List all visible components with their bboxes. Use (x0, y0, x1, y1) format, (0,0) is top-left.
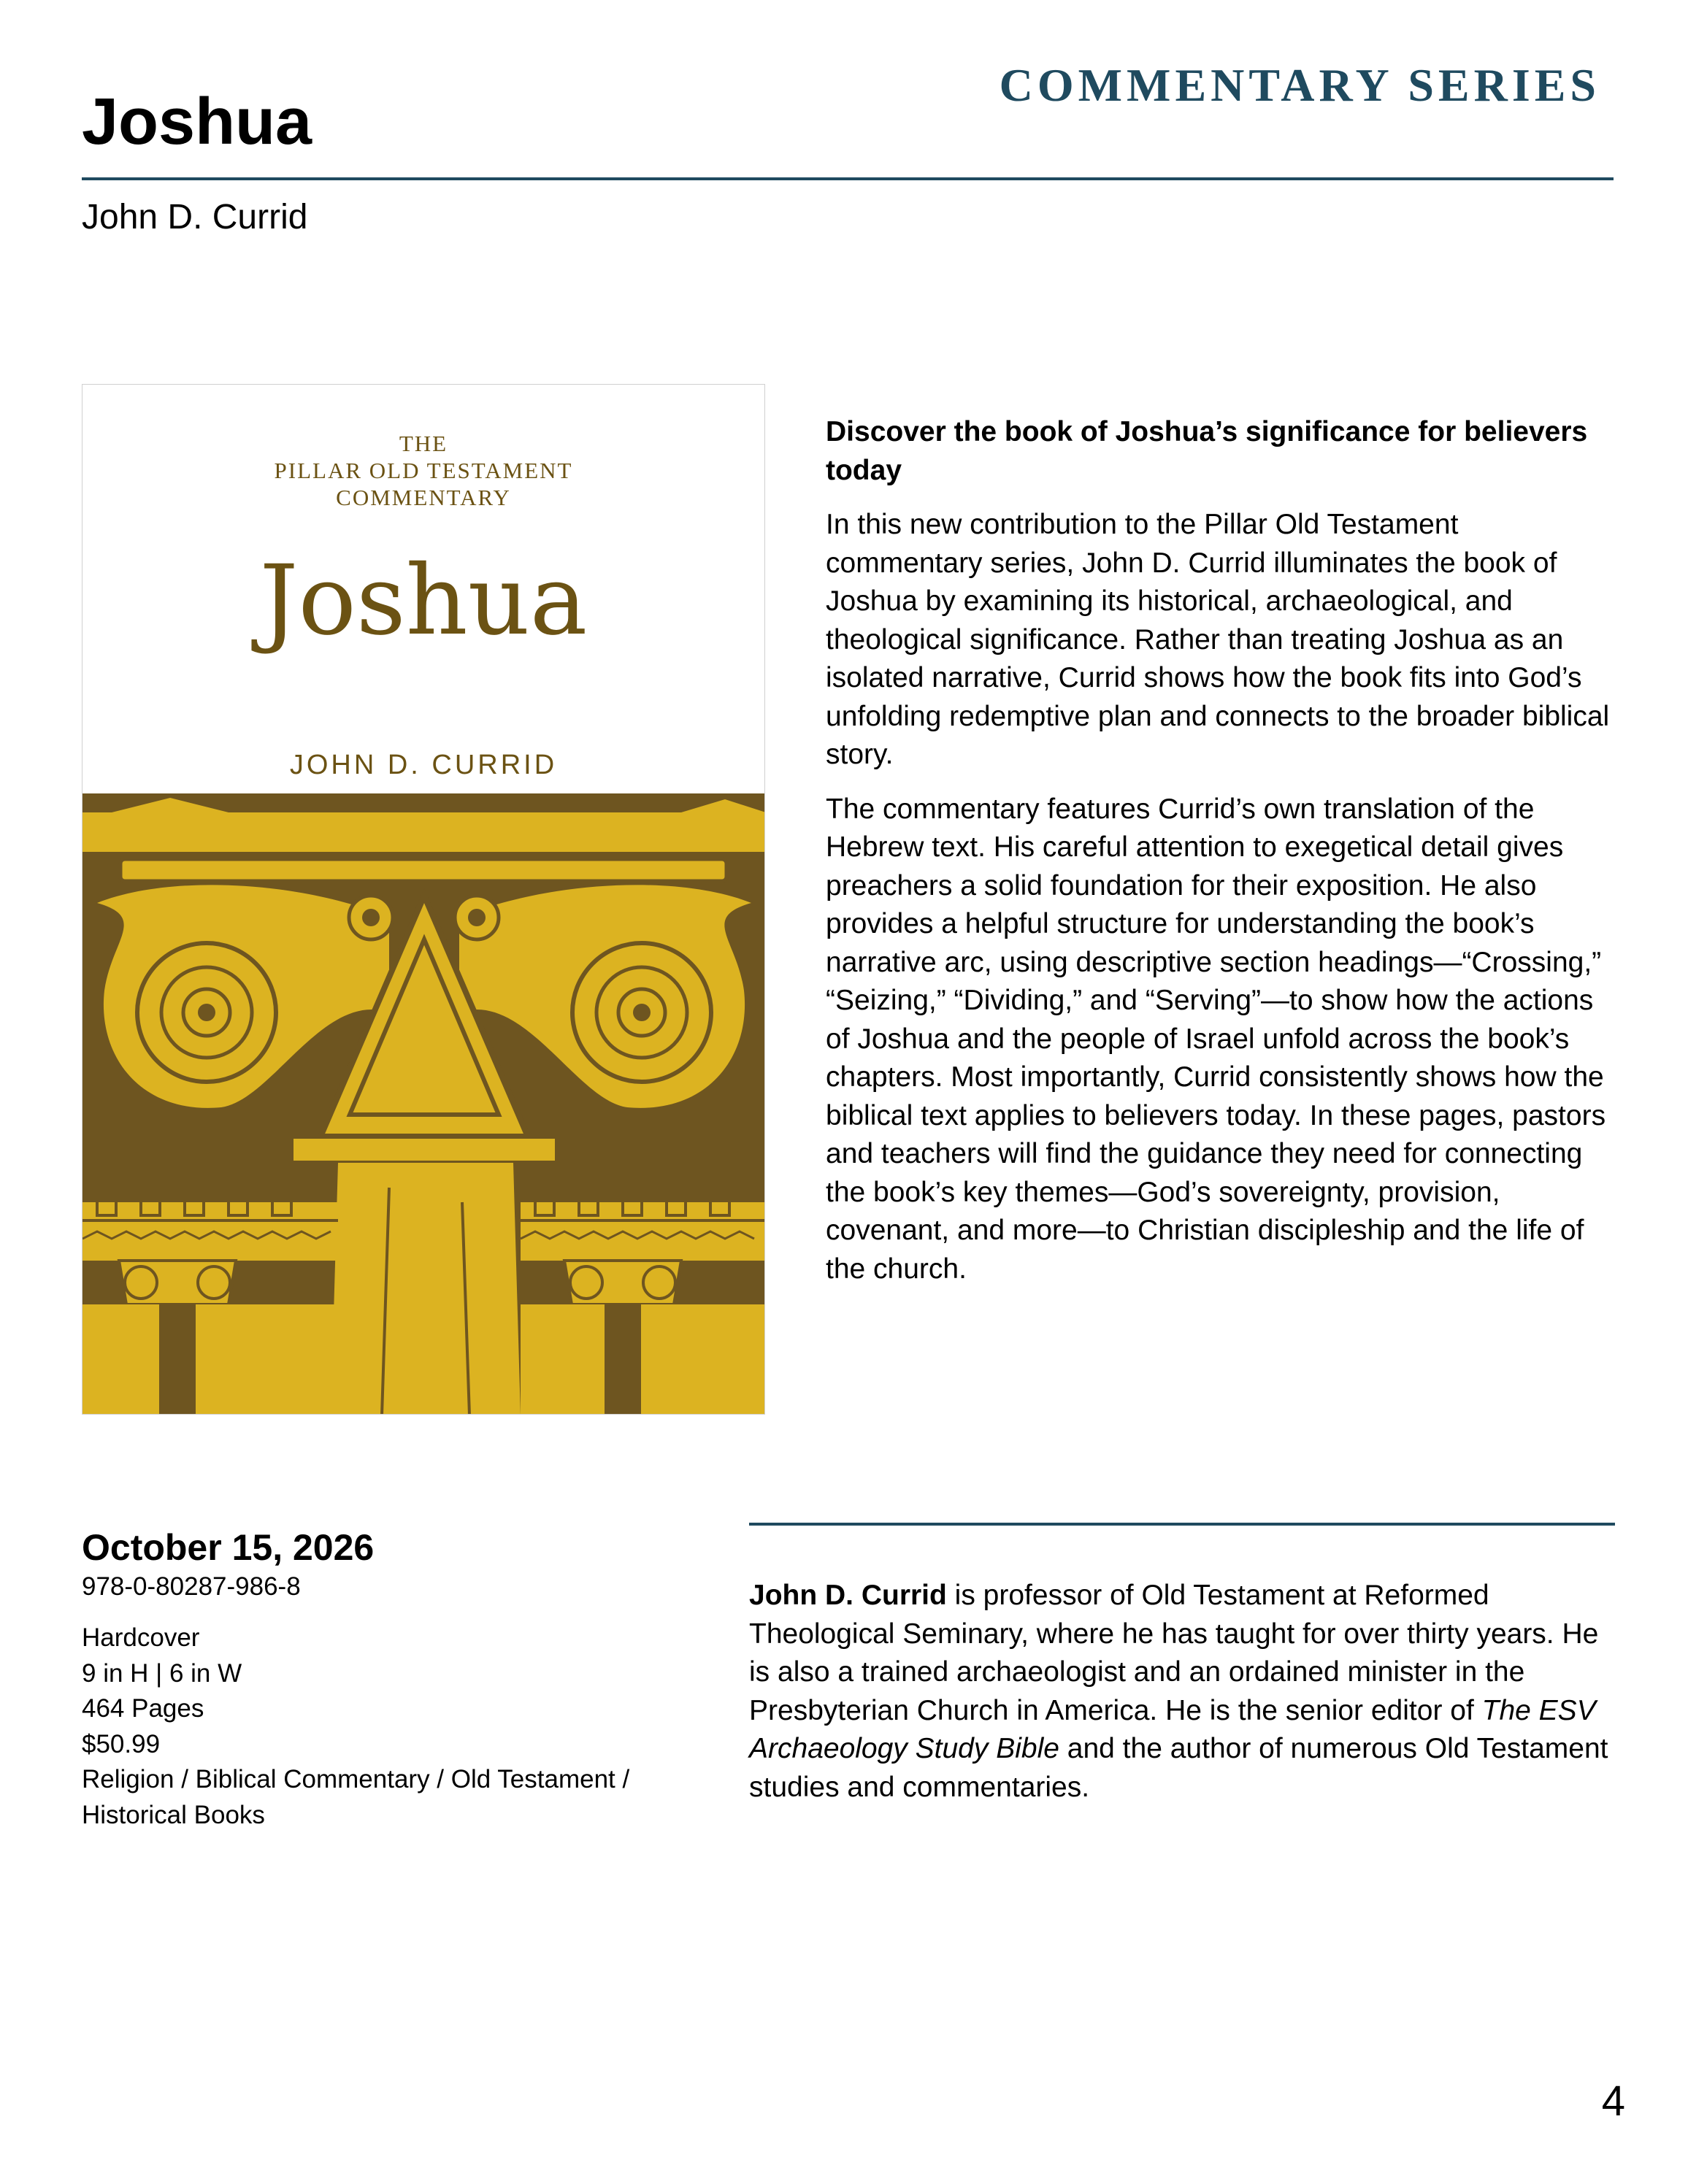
bio-book-title: The ESV Archaeology Study Bible (749, 1694, 1596, 1764)
publication-date: October 15, 2026 (82, 1527, 375, 1568)
page-number: 4 (1601, 2077, 1625, 2125)
price: $50.99 (82, 1729, 161, 1758)
category: Religion / Biblical Commentary / Old Testament / (82, 1765, 630, 1793)
ionic-column-illustration (83, 793, 765, 1415)
isbn: 978-0-80287-986-8 (82, 1572, 301, 1601)
description-paragraph: The commentary features Currid’s own translation of the Hebrew text. His careful attention to exegetical detail gives preachers a solid foundation for their exposition. He also provides a helpful structure for understanding the book’s narrative arc, using descriptive section headings—“Crossing,” “Seizing,” “Dividing,” and “Serving”—to show how the actions of Joshua and the people of Israel unfold across the book’s chapters. Most importantly, Currid consistently shows how the biblical text applies to believers today. In these pages, pastors and teachers will find the guidance they need for connecting the book’s key themes—God’s sovereignty, provision, covenant, and more—to Christian discipleship and the life of the church. (826, 793, 1606, 1285)
book-cover (82, 384, 765, 1415)
page-title: Joshua (82, 85, 312, 158)
bio-text: is professor of Old Testament at Reformed Theological Seminary, where he has taught for over thirty years. He is also a trained archaeologist and an ordained minister in the Presbyterian Church in America. He is the senior editor of (749, 1580, 1599, 1726)
format: Hardcover (82, 1623, 200, 1652)
dimensions: 9 in H | 6 in W (82, 1658, 242, 1688)
cover-series-name (83, 430, 764, 511)
author-bio (749, 1577, 1618, 1807)
cover-title-panel (83, 385, 764, 793)
description-paragraph: In this new contribution to the Pillar Old Testament commentary series, John D. Currid illuminates the book of Joshua by examining its historical, archaeological, and theological significance. Rather than treating Joshua as an isolated narrative, Currid shows how the book fits into God’s unfolding redemptive plan and connects to the broader biblical story. (826, 509, 1610, 770)
cover-series-line: PILLAR OLD TESTAMENT (274, 458, 573, 483)
category: Historical Books (82, 1800, 265, 1829)
book-details (82, 1526, 724, 1833)
author-name: John D. Currid (82, 198, 308, 237)
page-count: 464 Pages (82, 1694, 204, 1723)
bio-text: and the author of numerous Old Testament studies and commentaries. (749, 1733, 1608, 1803)
cover-title: Joshua (259, 545, 588, 657)
series-label: COMMENTARY SERIES (999, 59, 1600, 111)
cover-series-line: THE (399, 431, 448, 456)
bio-divider (749, 1523, 1615, 1526)
header-divider (82, 177, 1614, 180)
description-headline: Discover the book of Joshua’s significance for believers today (826, 416, 1588, 486)
bio-author-name: John D. Currid (749, 1580, 947, 1611)
cover-series-line: COMMENTARY (336, 485, 511, 510)
cover-author: JOHN D. CURRID (289, 750, 558, 780)
book-description (826, 413, 1622, 1304)
